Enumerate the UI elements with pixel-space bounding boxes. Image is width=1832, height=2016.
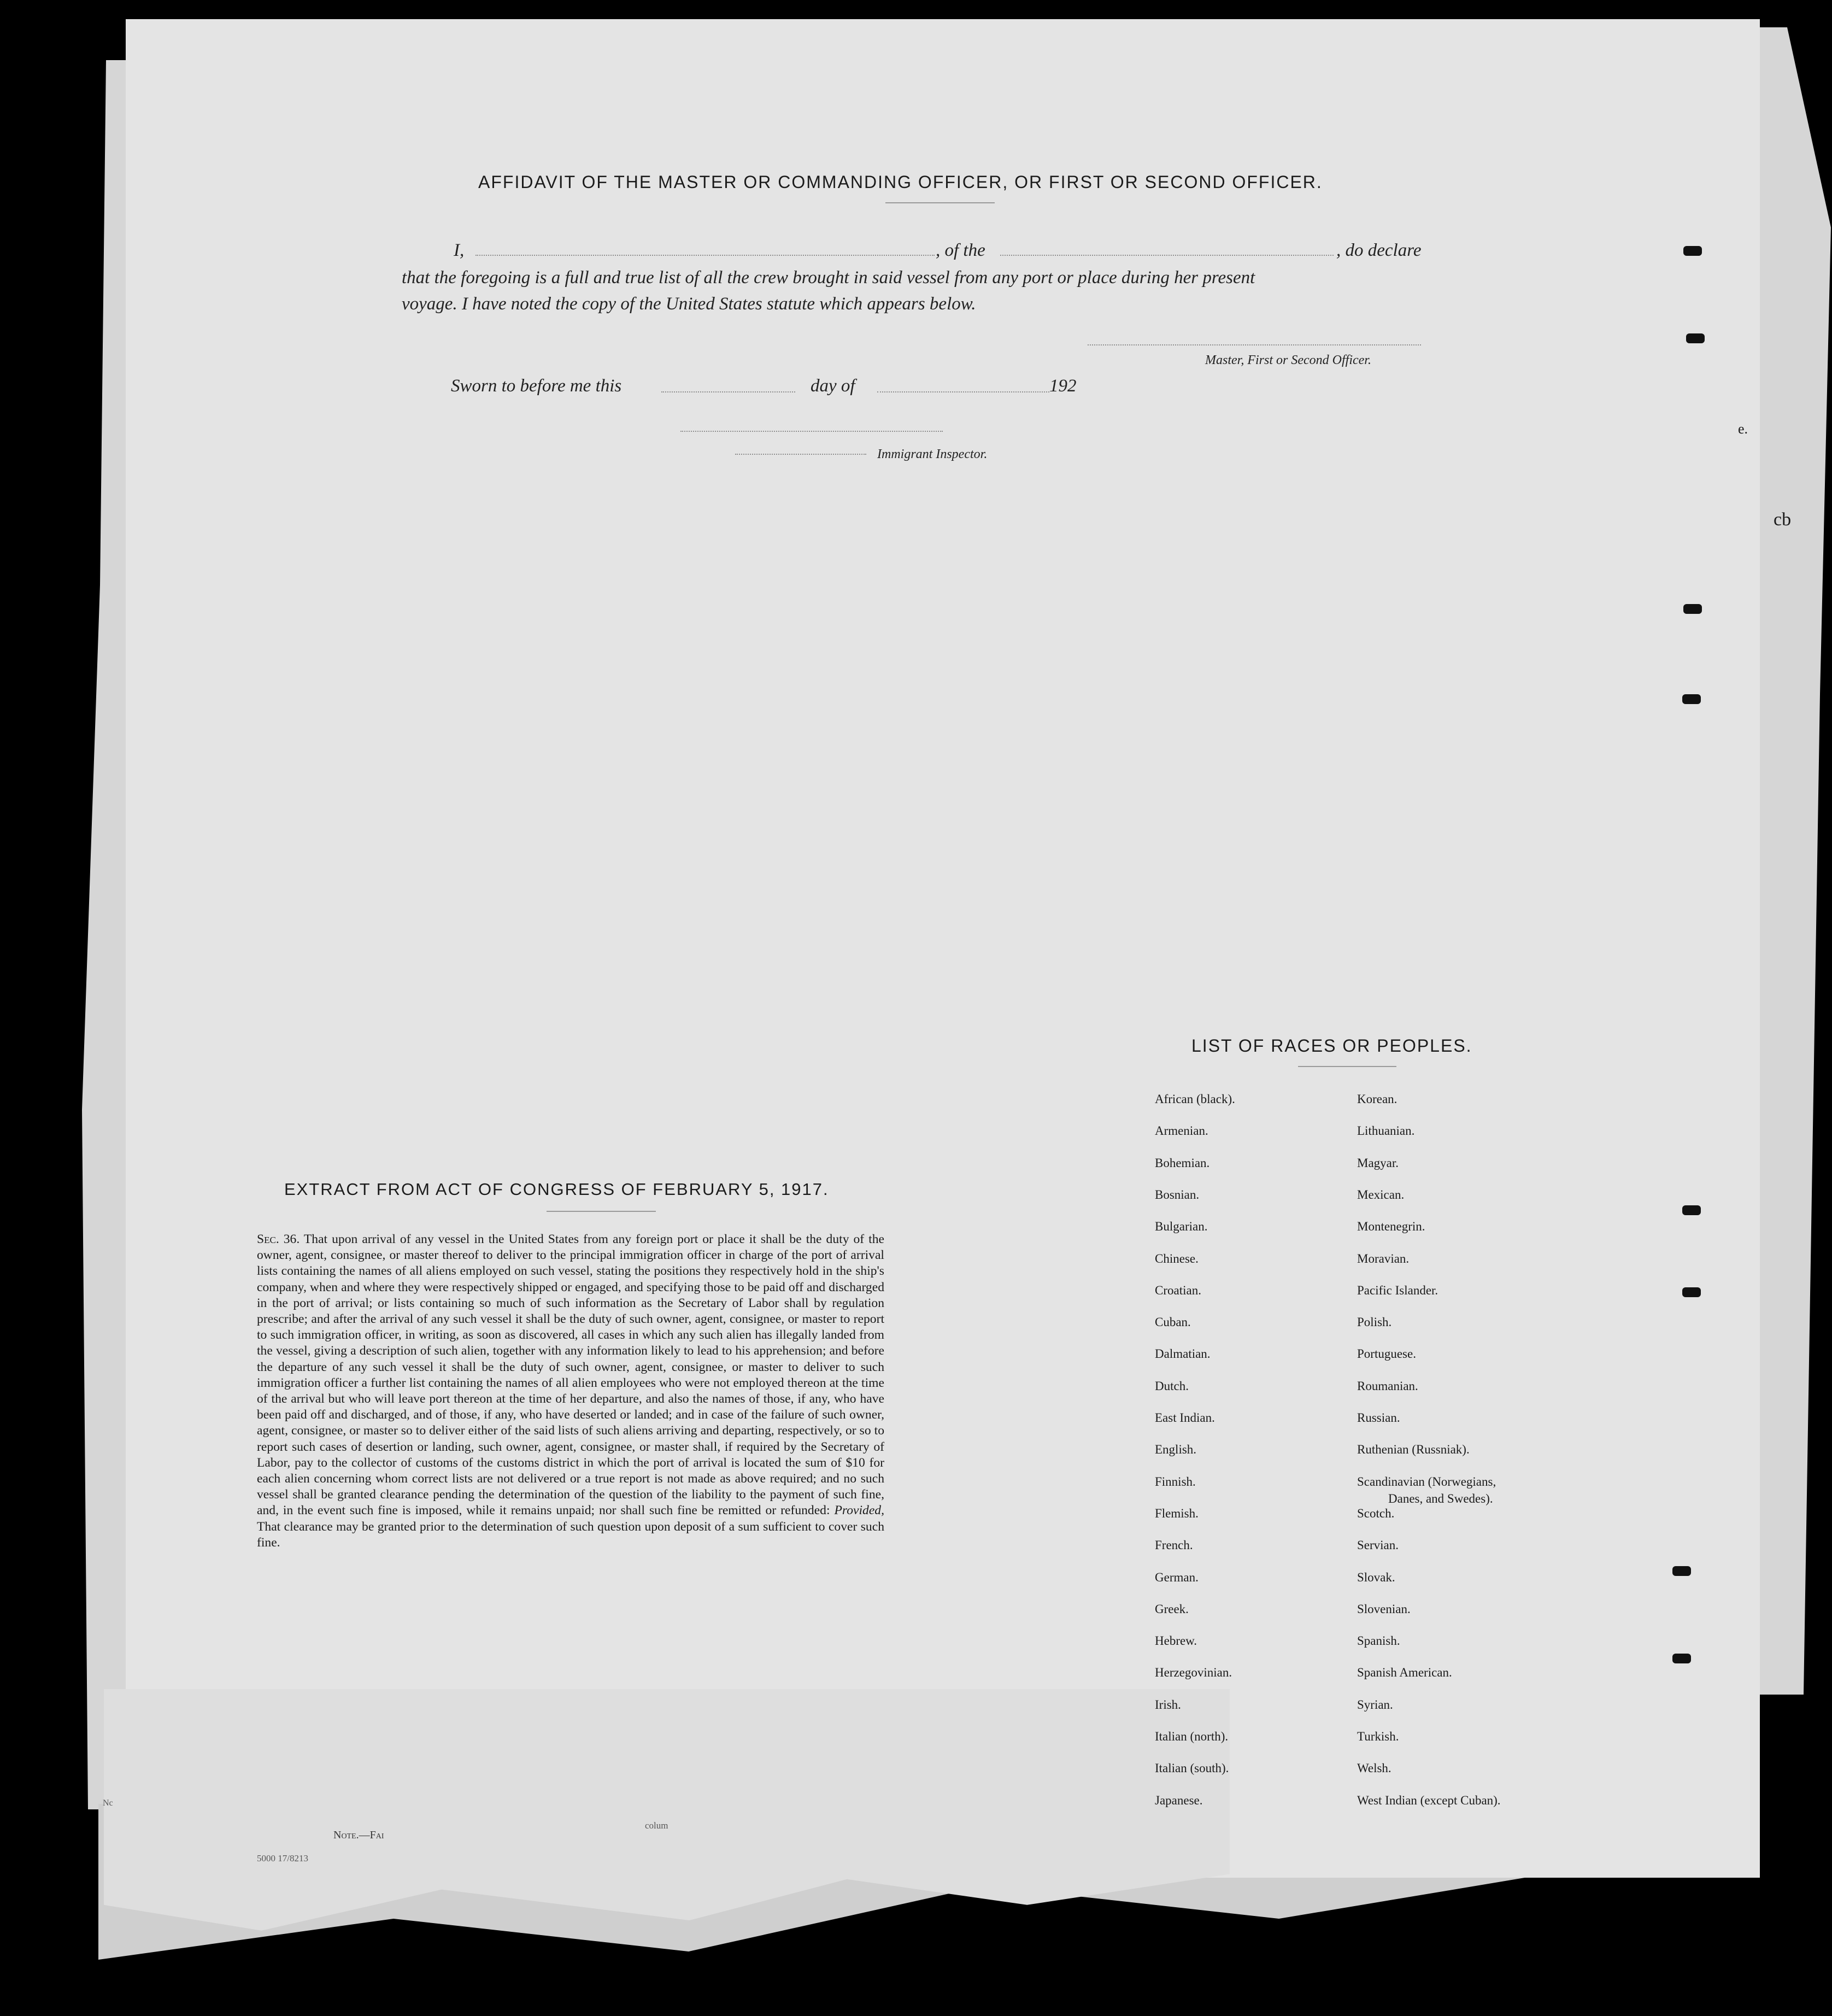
race-item: Irish. <box>1155 1697 1181 1712</box>
affidavit-line-i: I, <box>454 241 465 260</box>
race-item: Bohemian. <box>1155 1156 1210 1170</box>
race-item: African (black). <box>1155 1092 1235 1106</box>
binding-hole <box>1683 246 1702 256</box>
race-item: Japanese. <box>1155 1793 1203 1807</box>
race-item: Roumanian. <box>1357 1379 1418 1393</box>
race-item: Pacific Islander. <box>1357 1283 1438 1297</box>
race-item: Turkish. <box>1357 1730 1399 1743</box>
binding-hole <box>1686 333 1705 343</box>
margin-fragment: Nc <box>103 1798 113 1808</box>
race-item: Polish. <box>1357 1315 1392 1329</box>
race-item: English. <box>1155 1443 1197 1457</box>
affidavit-line-2: that the foregoing is a full and true list of all the crew brought in said vessel from any port or place during her present <box>402 268 1255 288</box>
provided-label: Provided, <box>834 1503 884 1518</box>
race-item: Russian. <box>1357 1411 1400 1425</box>
race-item: Herzegovinian. <box>1155 1666 1232 1680</box>
race-item: Servian. <box>1357 1538 1399 1552</box>
race-item: Scotch. <box>1357 1506 1395 1520</box>
race-item: Mexican. <box>1357 1187 1405 1202</box>
race-item: Croatian. <box>1155 1283 1201 1297</box>
race-item: Montenegrin. <box>1357 1220 1425 1234</box>
race-item: East Indian. <box>1155 1411 1215 1425</box>
extract-paragraph-end: That clearance may be granted prior to the determination of such question upon deposit of a sum sufficient to cover such fine. <box>257 1519 884 1550</box>
races-heading: LIST OF RACES OR PEOPLES. <box>1191 1036 1472 1056</box>
extract-heading-rule <box>547 1211 656 1212</box>
race-item: Korean. <box>1357 1092 1398 1106</box>
torn-bottom-edge <box>104 1689 1230 1946</box>
form-number: 5000 17/8213 <box>257 1853 308 1863</box>
sworn-month-blank <box>877 391 1049 392</box>
race-item: Flemish. <box>1155 1506 1199 1520</box>
sworn-day-of: day of <box>811 376 855 396</box>
inspector-blank-2 <box>735 454 866 455</box>
sworn-day-blank <box>661 391 795 392</box>
race-item-continuation: Danes, and Swedes). <box>1388 1492 1493 1505</box>
inspector-caption: Immigrant Inspector. <box>877 447 988 461</box>
binding-hole <box>1683 604 1702 614</box>
margin-fragment: e. <box>1738 421 1748 437</box>
race-item: Italian (south). <box>1155 1761 1229 1775</box>
race-item: Lithuanian. <box>1357 1124 1415 1138</box>
race-item: Ruthenian (Russniak). <box>1357 1443 1470 1457</box>
binding-hole <box>1672 1566 1691 1576</box>
margin-fragment: cb <box>1774 509 1792 530</box>
race-item: Armenian. <box>1155 1124 1208 1138</box>
vessel-blank-field <box>1000 255 1334 256</box>
extract-heading: EXTRACT FROM ACT OF CONGRESS OF FEBRUARY 5, 1917. <box>284 1180 829 1199</box>
race-item: Bosnian. <box>1155 1187 1200 1202</box>
race-item: German. <box>1155 1570 1199 1584</box>
race-item: Bulgarian. <box>1155 1220 1208 1234</box>
race-item: Slovenian. <box>1357 1602 1411 1616</box>
race-item: Hebrew. <box>1155 1634 1197 1648</box>
affidavit-of-the: , of the <box>936 241 985 260</box>
race-item: Welsh. <box>1357 1761 1391 1775</box>
race-item: Greek. <box>1155 1602 1189 1616</box>
extract-body <box>257 1232 884 1551</box>
race-item: West Indian (except Cuban). <box>1357 1793 1501 1807</box>
binding-hole <box>1672 1654 1691 1663</box>
race-item: Cuban. <box>1155 1315 1191 1329</box>
footer-note: Note.—Fai <box>333 1829 384 1841</box>
sworn-year: 192 <box>1049 376 1077 396</box>
section-label: Sec. 36. <box>257 1232 300 1246</box>
footer-column-fragment: colum <box>645 1820 668 1831</box>
binding-hole <box>1682 694 1701 704</box>
race-item: French. <box>1155 1538 1193 1552</box>
affidavit-line-3: voyage. I have noted the copy of the United States statute which appears below. <box>402 294 976 314</box>
race-item: Magyar. <box>1357 1156 1399 1170</box>
inspector-signature-blank <box>680 431 943 432</box>
signature-caption: Master, First or Second Officer. <box>1205 353 1371 367</box>
race-item: Chinese. <box>1155 1251 1199 1265</box>
race-item: Syrian. <box>1357 1697 1393 1712</box>
race-item: Portuguese. <box>1357 1347 1416 1361</box>
affidavit-heading: AFFIDAVIT OF THE MASTER OR COMMANDING OFFICER, OR FIRST OR SECOND OFFICER. <box>478 172 1323 192</box>
race-item: Finnish. <box>1155 1474 1196 1488</box>
race-item: Italian (north). <box>1155 1730 1229 1743</box>
heading-rule <box>885 202 995 203</box>
race-item: Spanish American. <box>1357 1666 1452 1680</box>
race-item: Slovak. <box>1357 1570 1395 1584</box>
race-item: Dutch. <box>1155 1379 1189 1393</box>
races-heading-rule <box>1298 1066 1396 1067</box>
sworn-prefix: Sworn to before me this <box>451 376 622 396</box>
binding-hole <box>1682 1205 1701 1215</box>
race-item: Moravian. <box>1357 1251 1410 1265</box>
extract-paragraph: That upon arrival of any vessel in the United States from any foreign port or place it shall be the duty of the owner, agent, consignee, or master thereof to deliver to the principal immigration officer in charge of the port of arrival lists containing the names of all aliens employed on such vessel, stating the positions they respectively hold in the ship's company, when and where they were respectively shipped or engaged, and specifying those to be paid off and discharged in the port of arrival; or lists containing so much of such information as the Secretary of Labor shall by regulation prescribe; and after the arrival of any such vessel it shall be the duty of such owner, agent, consignee, or master to report to such immigration officer, in writing, as soon as discovered, all cases in which any such alien has illegally landed from the vessel, giving a description of such alien, together with any information likely to lead to his apprehension; and before the departure of any such vessel it shall be the duty of such owner, agent, consignee, or master to deliver to such immigration officer a further list containing the names of all alien employees who were not employed thereon at the time of the arrival but who will leave port thereon at the time of her departure, and also the names of those, if any, who have been paid off and discharged, and of those, if any, who have deserted or landed; and in case of the failure of such owner, agent, consignee, or master so to deliver either of the said lists of such aliens arriving and departing, respectively, or so to report such cases of desertion or landing, such owner, agent, consignee, or master shall, if required by the Secretary of Labor, pay to the collector of customs of the customs district in which the port of arrival is located the sum of $10 for each alien concerning whom correct lists are not delivered or a true report is not made as above required; and no such vessel shall be granted clearance pending the determination of the question of the liability to the payment of such fine, and, in the event such fine is imposed, while it remains unpaid; nor shall such fine be remitted or refunded: <box>257 1232 884 1518</box>
name-blank-field <box>475 255 935 256</box>
race-item: Scandinavian (Norwegians, <box>1357 1474 1496 1488</box>
affidavit-declare: , do declare <box>1336 241 1422 260</box>
signature-blank-field <box>1088 344 1421 345</box>
binding-hole <box>1682 1287 1701 1297</box>
race-item: Spanish. <box>1357 1634 1400 1648</box>
race-item: Dalmatian. <box>1155 1347 1211 1361</box>
